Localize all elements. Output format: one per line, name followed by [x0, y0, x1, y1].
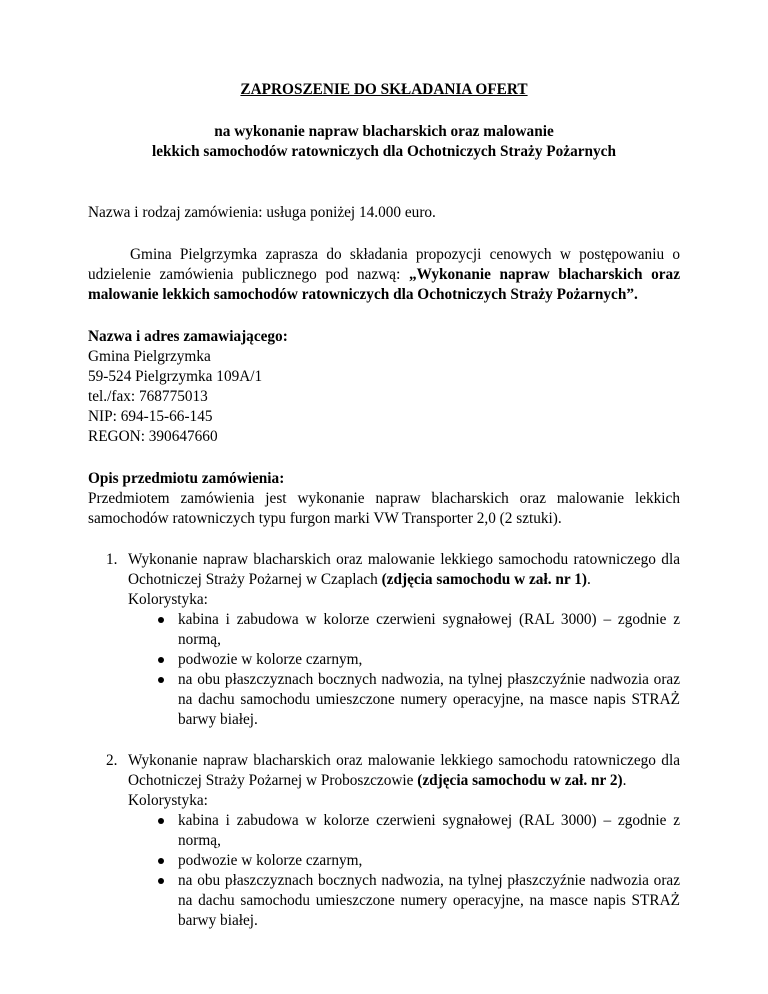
subtitle-line-1: na wykonanie napraw blacharskich oraz malowanie [214, 123, 554, 140]
item-bullets [128, 811, 680, 931]
subject-section [88, 469, 680, 529]
list-item-1 [88, 550, 680, 730]
item-description: Wykonanie napraw blacharskich oraz malowanie lekkiego samochodu ratowniczego dla Ochotniczej Straży Pożarnej w Proboszczowie (zdjęcia samochodu w zał. nr 2). [128, 752, 680, 789]
bullet-item: kabina i zabudowa w kolorze czerwieni sygnałowej (RAL 3000) – zgodnie z normą, [178, 610, 680, 650]
contracting-phone: tel./fax: 768775013 [88, 388, 208, 405]
document-subtitle [88, 122, 680, 162]
order-type: Nazwa i rodzaj zamówienia: usługa poniżej 14.000 euro. [88, 204, 436, 221]
bullet-item: na obu płaszczyznach bocznych nadwozia, na tylnej płaszczyźnie nadwozia oraz na dachu samochodu umieszczone numery operacyjne, na masce napis STRAŻ barwy białej. [178, 871, 680, 931]
intro-bold-title: „Wykonanie napraw blacharskich oraz malowanie lekkich samochodów ratowniczych dla Ochotniczych Straży Pożarnych”. [88, 266, 680, 303]
intro-text: Gmina Pielgrzymka zaprasza do składania propozycji cenowych w postępowaniu o udzielenie zamówienia publicznego pod nazwą: [88, 246, 680, 283]
item-description: Wykonanie napraw blacharskich oraz malowanie lekkiego samochodu ratowniczego dla Ochotniczej Straży Pożarnej w Czaplach (zdjęcia samochodu w zał. nr 1). [128, 551, 680, 588]
bullet-item: podwozie w kolorze czarnym, [178, 650, 680, 670]
bullet-item: podwozie w kolorze czarnym, [178, 851, 680, 871]
document-title: ZAPROSZENIE DO SKŁADANIA OFERT [240, 81, 528, 98]
subject-text: Przedmiotem zamówienia jest wykonanie napraw blacharskich oraz malowanie lekkich samochodów ratowniczych typu furgon marki VW Transporter 2,0 (2 sztuki). [88, 490, 680, 527]
bullet-dot-icon [158, 878, 164, 884]
item-bullets [128, 610, 680, 730]
bullet-item: na obu płaszczyznach bocznych nadwozia, na tylnej płaszczyźnie nadwozia oraz na dachu samochodu umieszczone numery operacyjne, na masce napis STRAŻ barwy białej. [178, 670, 680, 730]
bullet-dot-icon [158, 818, 164, 824]
bullet-dot-icon [158, 677, 164, 683]
list-number: 2. [106, 752, 118, 769]
item-attachment-note: (zdjęcia samochodu w zał. nr 2) [417, 772, 623, 789]
item-attachment-note: (zdjęcia samochodu w zał. nr 1) [381, 571, 587, 588]
contracting-heading: Nazwa i adres zamawiającego: [88, 328, 288, 345]
subtitle-line-2: lekkich samochodów ratowniczych dla Ochotniczych Straży Pożarnych [152, 143, 616, 160]
bullet-dot-icon [158, 617, 164, 623]
list-number: 1. [106, 551, 118, 568]
list-item-2 [88, 751, 680, 931]
contracting-authority [88, 327, 680, 447]
bullet-item: kabina i zabudowa w kolorze czerwieni sygnałowej (RAL 3000) – zgodnie z normą, [178, 811, 680, 851]
contracting-name: Gmina Pielgrzymka [88, 348, 211, 365]
intro-paragraph [88, 245, 680, 305]
bullet-dot-icon [158, 657, 164, 663]
item-colors-label: Kolorystyka: [128, 792, 208, 809]
subject-heading: Opis przedmiotu zamówienia: [88, 470, 285, 487]
bullet-dot-icon [158, 858, 164, 864]
contracting-nip: NIP: 694-15-66-145 [88, 408, 213, 425]
contracting-address: 59-524 Pielgrzymka 109A/1 [88, 368, 263, 385]
contracting-regon: REGON: 390647660 [88, 428, 218, 445]
item-colors-label: Kolorystyka: [128, 591, 208, 608]
